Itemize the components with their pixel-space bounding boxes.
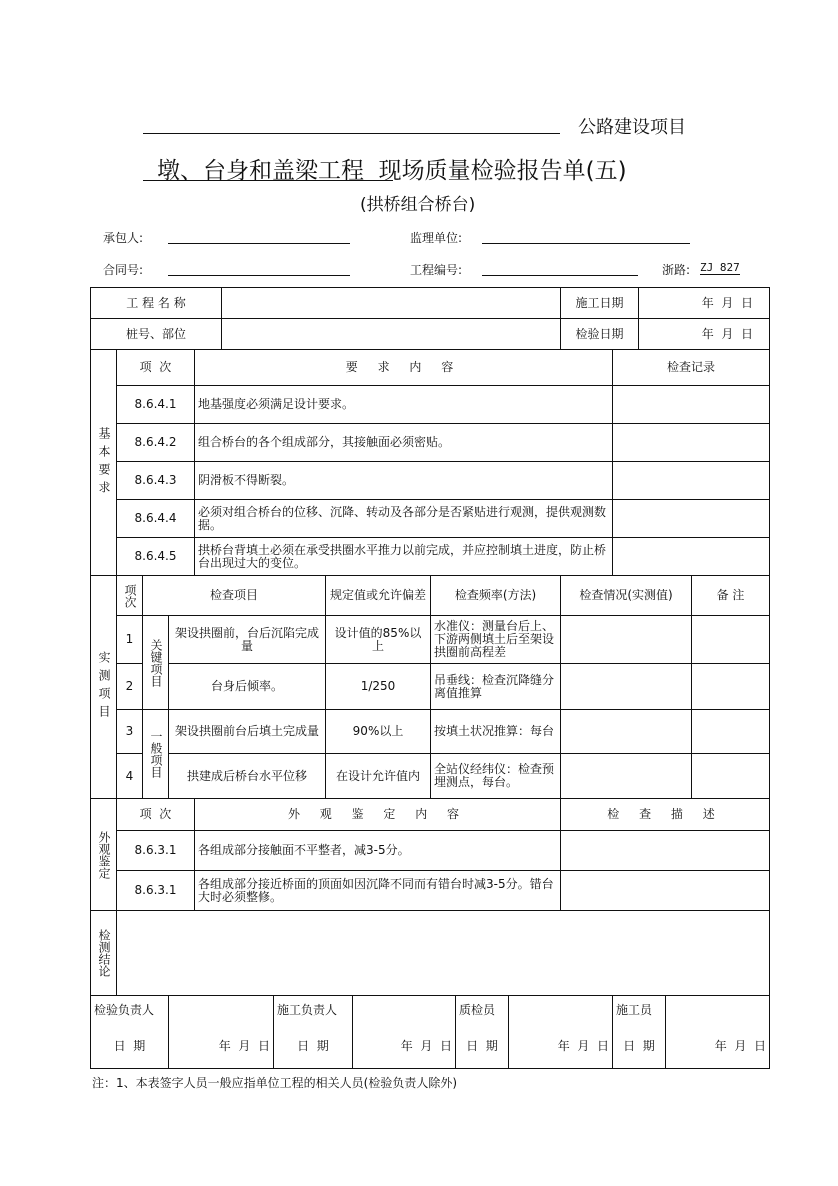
check-method: 水准仪：测量台后上、下游两侧填土后至架设拱圈前高程差 (431, 616, 561, 664)
table-row (91, 664, 770, 710)
contract-no-label: 合同号: (103, 263, 144, 277)
quality-inspector-sign[interactable] (509, 996, 613, 1026)
measured-col-result: 检查情况(实测值) (561, 576, 692, 616)
group-key-label: 关键项目 (149, 638, 163, 687)
worker-label: 施工员 (613, 996, 666, 1026)
project-no-field[interactable] (482, 275, 638, 276)
road-code-label: 浙路: (662, 263, 691, 277)
construction-lead-sign[interactable] (353, 996, 456, 1026)
inspector-sign[interactable] (169, 996, 274, 1026)
appearance-col-desc: 检 查 描 述 (561, 799, 770, 831)
inspector-date[interactable]: 年 月 日 (169, 1026, 274, 1069)
note-cell[interactable] (692, 710, 770, 754)
info-table (90, 287, 770, 350)
item-code: 8.6.4.3 (117, 462, 195, 500)
basic-requirements-table (90, 349, 770, 576)
table-row (91, 538, 770, 576)
note-cell[interactable] (692, 754, 770, 799)
record-cell[interactable] (613, 500, 770, 538)
item-code: 8.6.3.1 (117, 831, 195, 871)
requirement-text: 拱桥台背填土必须在承受拱圈水平推力以前完成，并应控制填土进度，防止桥台出现过大的变位。 (195, 538, 613, 576)
footnote: 注：1、本表签字人员一般应指单位工程的相关人员(检验负责人除外) (92, 1076, 458, 1090)
worker-date[interactable]: 年 月 日 (666, 1026, 770, 1069)
check-item: 架设拱圈前，台后沉陷完成量 (169, 616, 326, 664)
item-code: 8.6.3.1 (117, 871, 195, 911)
check-item: 架设拱圈前台后填土完成量 (169, 710, 326, 754)
project-name-line (143, 133, 560, 134)
road-code: ZJ 827 (700, 261, 740, 274)
desc-cell[interactable] (561, 871, 770, 911)
appearance-table (90, 798, 770, 911)
basic-col-record: 检查记录 (613, 350, 770, 386)
item-no: 3 (117, 710, 143, 754)
allowed-value: 1/250 (326, 664, 431, 710)
conclusion-table (90, 910, 770, 996)
item-code: 8.6.4.5 (117, 538, 195, 576)
record-cell[interactable] (613, 386, 770, 424)
measured-col-value: 规定值或允许偏差 (326, 576, 431, 616)
result-cell[interactable] (561, 616, 692, 664)
measured-col-no: 项次 (123, 583, 137, 608)
record-cell[interactable] (613, 462, 770, 500)
item-code: 8.6.4.1 (117, 386, 195, 424)
requirement-text: 组合桥台的各个组成部分，其接触面必须密贴。 (195, 424, 613, 462)
construction-lead-date[interactable]: 年 月 日 (353, 1026, 456, 1069)
station-label: 桩号、部位 (91, 319, 222, 350)
requirement-text: 地基强度必须满足设计要求。 (195, 386, 613, 424)
basic-col-content: 要 求 内 容 (195, 350, 613, 386)
table-row (91, 710, 770, 754)
table-row (91, 831, 770, 871)
measured-col-method: 检查频率(方法) (431, 576, 561, 616)
note-cell[interactable] (692, 664, 770, 710)
check-method: 按填土状况推算：每台 (431, 710, 561, 754)
item-code: 8.6.4.4 (117, 500, 195, 538)
measured-items-table (90, 575, 770, 799)
check-method: 吊垂线：检查沉降缝分离值推算 (431, 664, 561, 710)
result-cell[interactable] (561, 754, 692, 799)
item-code: 8.6.4.2 (117, 424, 195, 462)
conclusion-cell[interactable] (117, 911, 770, 996)
table-row (91, 424, 770, 462)
table-row (91, 871, 770, 911)
date-label: 日 期 (613, 1026, 666, 1069)
note-cell[interactable] (692, 616, 770, 664)
measured-section-label: 实测项目 (97, 651, 111, 723)
table-row (91, 386, 770, 424)
construction-lead-label: 施工负责人 (274, 996, 353, 1026)
check-item: 拱建成后桥台水平位移 (169, 754, 326, 799)
conclusion-section-label: 检测结论 (97, 929, 111, 977)
desc-cell[interactable] (561, 831, 770, 871)
record-cell[interactable] (613, 538, 770, 576)
requirement-text: 必须对组合桥台的位移、沉降、转动及各部分是否紧贴进行观测，提供观测数据。 (195, 500, 613, 538)
result-cell[interactable] (561, 664, 692, 710)
appearance-text: 各组成部分接近桥面的顶面如因沉降不同而有错台时减3-5分。错台大时必须整修。 (195, 871, 561, 911)
inspection-date-label: 检验日期 (561, 319, 639, 350)
table-row (91, 616, 770, 664)
page-subtitle: (拱桥组合桥台) (360, 195, 476, 215)
appearance-col-item: 项 次 (117, 799, 195, 831)
appearance-text: 各组成部分接触面不平整者，减3-5分。 (195, 831, 561, 871)
contractor-label: 承包人: (103, 231, 144, 245)
appearance-section-label: 外观鉴定 (97, 830, 111, 879)
measured-col-item: 检查项目 (143, 576, 326, 616)
project-no-label: 工程编号: (410, 263, 463, 277)
item-no: 1 (117, 616, 143, 664)
result-cell[interactable] (561, 710, 692, 754)
supervisor-field[interactable] (482, 243, 690, 244)
supervisor-label: 监理单位: (410, 231, 463, 245)
group-general-label: 一般项目 (149, 730, 163, 778)
record-cell[interactable] (613, 424, 770, 462)
inspection-date-cell[interactable]: 年 月 日 (639, 319, 770, 350)
table-row (91, 754, 770, 799)
basic-section-label: 基本要求 (97, 426, 111, 499)
table-row (91, 500, 770, 538)
project-name-cell[interactable] (222, 288, 561, 319)
contract-no-field[interactable] (168, 275, 350, 276)
item-no: 2 (117, 664, 143, 710)
construction-date-label: 施工日期 (561, 288, 639, 319)
station-cell[interactable] (222, 319, 561, 350)
date-label: 日 期 (274, 1026, 353, 1069)
project-name-label: 工 程 名 称 (91, 288, 222, 319)
project-type: 公路建设项目 (578, 117, 686, 138)
check-item: 台身后倾率。 (169, 664, 326, 710)
quality-inspector-date[interactable]: 年 月 日 (509, 1026, 613, 1069)
measured-col-note: 备 注 (692, 576, 770, 616)
item-no: 4 (117, 754, 143, 799)
allowed-value: 在设计允许值内 (326, 754, 431, 799)
inspector-label: 检验负责人 (91, 996, 169, 1026)
date-label: 日 期 (91, 1026, 169, 1069)
allowed-value: 设计值的85%以上 (326, 616, 431, 664)
check-method: 全站仪经纬仪：检查预埋测点，每台。 (431, 754, 561, 799)
table-row (91, 462, 770, 500)
allowed-value: 90%以上 (326, 710, 431, 754)
quality-inspector-label: 质检员 (456, 996, 509, 1026)
date-label: 日 期 (456, 1026, 509, 1069)
construction-date-cell[interactable]: 年 月 日 (639, 288, 770, 319)
contractor-field[interactable] (168, 243, 350, 244)
appearance-col-content: 外 观 鉴 定 内 容 (195, 799, 561, 831)
requirement-text: 阴滑板不得断裂。 (195, 462, 613, 500)
basic-col-item: 项 次 (117, 350, 195, 386)
page-title: 墩、台身和盖梁工程 现场质量检验报告单(五) (157, 158, 627, 184)
signature-table (90, 995, 770, 1069)
worker-sign[interactable] (666, 996, 770, 1026)
